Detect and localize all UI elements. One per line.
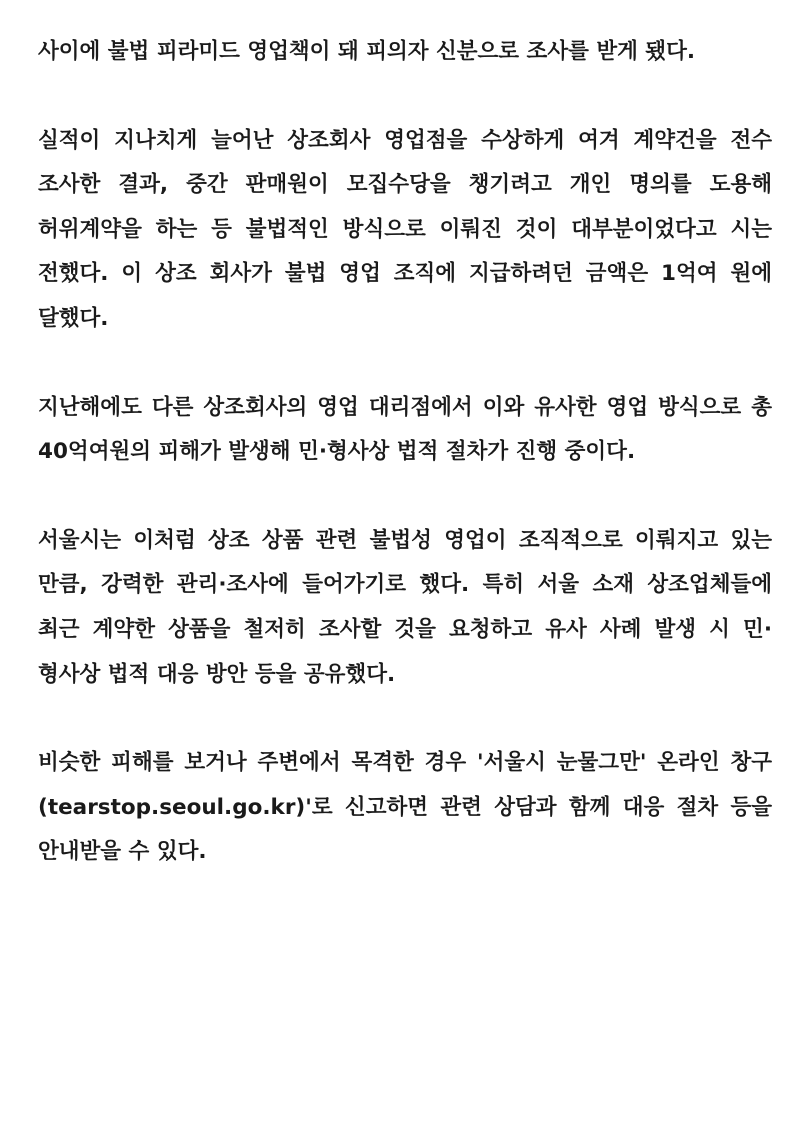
paragraph-1: 사이에 불법 피라미드 영업책이 돼 피의자 신분으로 조사를 받게 됐다. (38, 39, 696, 64)
paragraph-3: 지난해에도 다른 상조회사의 영업 대리점에서 이와 유사한 영업 방식으로 총 40억여원의 피해가 발생해 민·형사상 법적 절차가 진행 중이다. (38, 394, 772, 465)
paragraph-5: 비슷한 피해를 보거나 주변에서 목격한 경우 '서울시 눈물그만' 온라인 창구(tearstop.seoul.go.kr)'로 신고하면 관련 상담과 함께 대응 절차 등을 안내받을 수 있다. (38, 750, 772, 865)
paragraph-4: 서울시는 이처럼 상조 상품 관련 불법성 영업이 조직적으로 이뤄지고 있는 만큼, 강력한 관리·조사에 들어가기로 했다. 특히 서울 소재 상조업체들에 최근 계약한 상품을 철저히 조사할 것을 요청하고 유사 사례 발생 시 민·형사상 법적 대응 방안 등을 공유했다. (38, 527, 772, 687)
article-body (38, 30, 772, 919)
paragraph-2: 실적이 지나치게 늘어난 상조회사 영업점을 수상하게 여겨 계약건을 전수 조사한 결과, 중간 판매원이 모집수당을 챙기려고 개인 명의를 도용해 허위계약을 하는 등 불법적인 방식으로 이뤄진 것이 대부분이었다고 시는 전했다. 이 상조 회사가 불법 영업 조직에 지급하려던 금액은 1억여 원에 달했다. (38, 127, 772, 331)
